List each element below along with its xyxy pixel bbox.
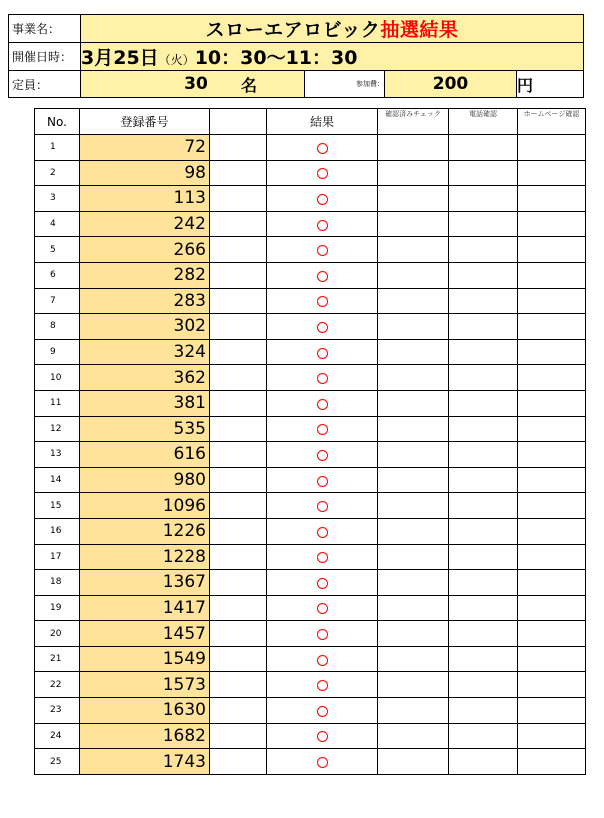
- row-homepage-cell: [518, 416, 586, 442]
- row-result: [267, 595, 378, 621]
- row-check-cell: [378, 416, 449, 442]
- row-blank-cell: [210, 211, 267, 237]
- row-registration-number: 242: [80, 211, 210, 237]
- row-check-cell: [378, 646, 449, 672]
- row-no: 12: [35, 416, 80, 442]
- event-date-time: 10：30～11：30: [194, 47, 358, 69]
- row-blank-cell: [210, 518, 267, 544]
- row-check-cell: [378, 135, 449, 161]
- result-circle-icon: [317, 399, 328, 410]
- table-row: [35, 646, 586, 672]
- row-no: 6: [35, 262, 80, 288]
- row-result: [267, 262, 378, 288]
- row-homepage-cell: [518, 518, 586, 544]
- row-blank-cell: [210, 570, 267, 596]
- table-row: [35, 595, 586, 621]
- row-phone-cell: [449, 646, 518, 672]
- table-row: [35, 390, 586, 416]
- row-registration-number: 324: [80, 339, 210, 365]
- event-date: [81, 43, 584, 71]
- row-registration-number: 1417: [80, 595, 210, 621]
- row-registration-number: 282: [80, 262, 210, 288]
- row-result: [267, 570, 378, 596]
- row-homepage-cell: [518, 160, 586, 186]
- result-circle-icon: [317, 450, 328, 461]
- event-name-label: 事業名：: [9, 15, 81, 43]
- row-phone-cell: [449, 416, 518, 442]
- result-circle-icon: [317, 603, 328, 614]
- result-circle-icon: [317, 680, 328, 691]
- row-phone-cell: [449, 749, 518, 775]
- row-result: [267, 288, 378, 314]
- row-homepage-cell: [518, 467, 586, 493]
- row-result: [267, 723, 378, 749]
- row-no: 15: [35, 493, 80, 519]
- row-blank-cell: [210, 262, 267, 288]
- row-blank-cell: [210, 160, 267, 186]
- row-no: 14: [35, 467, 80, 493]
- row-check-cell: [378, 237, 449, 263]
- row-registration-number: 113: [80, 186, 210, 212]
- result-circle-icon: [317, 424, 328, 435]
- row-result: [267, 365, 378, 391]
- row-no: 11: [35, 390, 80, 416]
- result-circle-icon: [317, 629, 328, 640]
- table-row: [35, 570, 586, 596]
- row-check-cell: [378, 749, 449, 775]
- row-registration-number: 283: [80, 288, 210, 314]
- table-row: [35, 698, 586, 724]
- result-circle-icon: [317, 348, 328, 359]
- row-homepage-cell: [518, 314, 586, 340]
- result-circle-icon: [317, 322, 328, 333]
- row-no: 8: [35, 314, 80, 340]
- row-check-cell: [378, 288, 449, 314]
- row-result: [267, 518, 378, 544]
- row-blank-cell: [210, 237, 267, 263]
- row-result: [267, 135, 378, 161]
- table-row: [35, 211, 586, 237]
- row-blank-cell: [210, 467, 267, 493]
- row-no: 19: [35, 595, 80, 621]
- fee-unit: 円: [517, 71, 584, 98]
- row-blank-cell: [210, 186, 267, 212]
- row-phone-cell: [449, 672, 518, 698]
- row-homepage-cell: [518, 621, 586, 647]
- row-registration-number: 1367: [80, 570, 210, 596]
- result-circle-icon: [317, 757, 328, 768]
- row-no: 3: [35, 186, 80, 212]
- row-blank-cell: [210, 365, 267, 391]
- row-homepage-cell: [518, 570, 586, 596]
- table-row: [35, 672, 586, 698]
- table-row: [35, 365, 586, 391]
- row-check-cell: [378, 570, 449, 596]
- table-row: [35, 749, 586, 775]
- table-row: [35, 621, 586, 647]
- row-no: 22: [35, 672, 80, 698]
- row-blank-cell: [210, 544, 267, 570]
- event-title-main: スローエアロビック: [205, 19, 381, 41]
- event-title: [81, 15, 584, 43]
- row-homepage-cell: [518, 262, 586, 288]
- row-blank-cell: [210, 416, 267, 442]
- row-registration-number: 302: [80, 314, 210, 340]
- table-row: [35, 723, 586, 749]
- row-registration-number: 72: [80, 135, 210, 161]
- row-registration-number: 1457: [80, 621, 210, 647]
- result-circle-icon: [317, 578, 328, 589]
- event-date-day: 3月25日: [81, 47, 159, 69]
- row-blank-cell: [210, 595, 267, 621]
- row-check-cell: [378, 314, 449, 340]
- row-result: [267, 621, 378, 647]
- row-result: [267, 544, 378, 570]
- row-blank-cell: [210, 621, 267, 647]
- row-blank-cell: [210, 723, 267, 749]
- row-blank-cell: [210, 314, 267, 340]
- row-no: 1: [35, 135, 80, 161]
- table-row: [35, 544, 586, 570]
- row-result: [267, 390, 378, 416]
- table-row: [35, 339, 586, 365]
- row-homepage-cell: [518, 211, 586, 237]
- row-registration-number: 1573: [80, 672, 210, 698]
- row-phone-cell: [449, 570, 518, 596]
- row-no: 23: [35, 698, 80, 724]
- row-phone-cell: [449, 186, 518, 212]
- row-phone-cell: [449, 467, 518, 493]
- row-result: [267, 237, 378, 263]
- row-phone-cell: [449, 390, 518, 416]
- capacity-value: 30: [184, 74, 208, 94]
- row-homepage-cell: [518, 493, 586, 519]
- result-circle-icon: [317, 373, 328, 384]
- row-homepage-cell: [518, 544, 586, 570]
- table-row: [35, 467, 586, 493]
- row-phone-cell: [449, 135, 518, 161]
- fee-value: 200: [385, 71, 517, 98]
- row-check-cell: [378, 262, 449, 288]
- row-result: [267, 467, 378, 493]
- result-circle-icon: [317, 552, 328, 563]
- row-no: 25: [35, 749, 80, 775]
- row-homepage-cell: [518, 135, 586, 161]
- row-no: 2: [35, 160, 80, 186]
- row-no: 16: [35, 518, 80, 544]
- row-blank-cell: [210, 135, 267, 161]
- row-registration-number: 616: [80, 442, 210, 468]
- row-phone-cell: [449, 288, 518, 314]
- row-blank-cell: [210, 493, 267, 519]
- row-check-cell: [378, 160, 449, 186]
- capacity-label: 定員：: [9, 71, 81, 98]
- row-registration-number: 1549: [80, 646, 210, 672]
- row-check-cell: [378, 493, 449, 519]
- row-result: [267, 314, 378, 340]
- result-circle-icon: [317, 245, 328, 256]
- row-blank-cell: [210, 698, 267, 724]
- row-check-cell: [378, 442, 449, 468]
- table-header-row: [35, 109, 586, 135]
- row-registration-number: 1228: [80, 544, 210, 570]
- table-row: [35, 237, 586, 263]
- row-phone-cell: [449, 365, 518, 391]
- row-check-cell: [378, 390, 449, 416]
- row-registration-number: 381: [80, 390, 210, 416]
- row-phone-cell: [449, 211, 518, 237]
- event-header: [8, 14, 584, 98]
- event-date-weekday: （火）: [158, 53, 195, 67]
- row-check-cell: [378, 518, 449, 544]
- header-blank: [210, 109, 267, 135]
- row-no: 10: [35, 365, 80, 391]
- lottery-results-table: [34, 108, 586, 775]
- row-no: 18: [35, 570, 80, 596]
- table-row: [35, 442, 586, 468]
- row-check-cell: [378, 723, 449, 749]
- row-blank-cell: [210, 646, 267, 672]
- row-homepage-cell: [518, 442, 586, 468]
- row-registration-number: 980: [80, 467, 210, 493]
- result-circle-icon: [317, 296, 328, 307]
- row-check-cell: [378, 211, 449, 237]
- row-check-cell: [378, 339, 449, 365]
- result-circle-icon: [317, 168, 328, 179]
- result-circle-icon: [317, 527, 328, 538]
- row-no: 21: [35, 646, 80, 672]
- result-circle-icon: [317, 706, 328, 717]
- row-registration-number: 266: [80, 237, 210, 263]
- row-homepage-cell: [518, 749, 586, 775]
- row-phone-cell: [449, 160, 518, 186]
- result-circle-icon: [317, 143, 328, 154]
- row-homepage-cell: [518, 339, 586, 365]
- fee-label: 参加費：: [305, 71, 385, 98]
- row-homepage-cell: [518, 595, 586, 621]
- row-no: 4: [35, 211, 80, 237]
- table-row: [35, 262, 586, 288]
- row-homepage-cell: [518, 365, 586, 391]
- row-result: [267, 493, 378, 519]
- row-blank-cell: [210, 749, 267, 775]
- result-circle-icon: [317, 220, 328, 231]
- row-phone-cell: [449, 621, 518, 647]
- row-blank-cell: [210, 672, 267, 698]
- row-no: 13: [35, 442, 80, 468]
- capacity-cell: [81, 71, 305, 98]
- result-circle-icon: [317, 655, 328, 666]
- table-row: [35, 518, 586, 544]
- row-check-cell: [378, 672, 449, 698]
- row-phone-cell: [449, 518, 518, 544]
- row-blank-cell: [210, 288, 267, 314]
- row-phone-cell: [449, 544, 518, 570]
- row-blank-cell: [210, 390, 267, 416]
- row-homepage-cell: [518, 698, 586, 724]
- event-title-result: 抽選結果: [380, 19, 459, 41]
- row-phone-cell: [449, 595, 518, 621]
- row-registration-number: 1096: [80, 493, 210, 519]
- row-homepage-cell: [518, 646, 586, 672]
- row-registration-number: 1226: [80, 518, 210, 544]
- row-phone-cell: [449, 493, 518, 519]
- row-result: [267, 698, 378, 724]
- header-phone: 電話確認: [449, 109, 518, 135]
- row-homepage-cell: [518, 390, 586, 416]
- row-check-cell: [378, 595, 449, 621]
- row-phone-cell: [449, 442, 518, 468]
- row-no: 20: [35, 621, 80, 647]
- row-check-cell: [378, 698, 449, 724]
- row-result: [267, 749, 378, 775]
- row-check-cell: [378, 467, 449, 493]
- header-result: 結果: [267, 109, 378, 135]
- row-homepage-cell: [518, 723, 586, 749]
- row-homepage-cell: [518, 672, 586, 698]
- row-result: [267, 186, 378, 212]
- result-circle-icon: [317, 501, 328, 512]
- row-check-cell: [378, 544, 449, 570]
- header-no: No.: [35, 109, 80, 135]
- row-blank-cell: [210, 339, 267, 365]
- row-no: 9: [35, 339, 80, 365]
- row-homepage-cell: [518, 237, 586, 263]
- table-row: [35, 314, 586, 340]
- row-no: 24: [35, 723, 80, 749]
- row-homepage-cell: [518, 288, 586, 314]
- row-no: 17: [35, 544, 80, 570]
- row-no: 5: [35, 237, 80, 263]
- result-circle-icon: [317, 271, 328, 282]
- row-phone-cell: [449, 723, 518, 749]
- row-registration-number: 1682: [80, 723, 210, 749]
- row-check-cell: [378, 186, 449, 212]
- table-row: [35, 135, 586, 161]
- result-circle-icon: [317, 476, 328, 487]
- row-registration-number: 362: [80, 365, 210, 391]
- row-phone-cell: [449, 314, 518, 340]
- table-body: [35, 135, 586, 775]
- capacity-unit: 名: [241, 75, 258, 95]
- row-registration-number: 535: [80, 416, 210, 442]
- row-result: [267, 646, 378, 672]
- row-no: 7: [35, 288, 80, 314]
- table-row: [35, 160, 586, 186]
- row-result: [267, 442, 378, 468]
- row-check-cell: [378, 365, 449, 391]
- row-registration-number: 1630: [80, 698, 210, 724]
- header-check: 確認済みチェック: [378, 109, 449, 135]
- table-row: [35, 288, 586, 314]
- row-registration-number: 1743: [80, 749, 210, 775]
- row-result: [267, 416, 378, 442]
- result-circle-icon: [317, 194, 328, 205]
- row-result: [267, 211, 378, 237]
- row-phone-cell: [449, 698, 518, 724]
- table-row: [35, 493, 586, 519]
- row-result: [267, 672, 378, 698]
- row-phone-cell: [449, 339, 518, 365]
- row-phone-cell: [449, 237, 518, 263]
- row-registration-number: 98: [80, 160, 210, 186]
- row-result: [267, 339, 378, 365]
- table-row: [35, 416, 586, 442]
- row-check-cell: [378, 621, 449, 647]
- result-circle-icon: [317, 731, 328, 742]
- row-blank-cell: [210, 442, 267, 468]
- date-label: 開催日時：: [9, 43, 81, 71]
- table-row: [35, 186, 586, 212]
- row-result: [267, 160, 378, 186]
- row-phone-cell: [449, 262, 518, 288]
- header-homepage: ホームページ確認: [518, 109, 586, 135]
- row-homepage-cell: [518, 186, 586, 212]
- header-registration: 登録番号: [80, 109, 210, 135]
